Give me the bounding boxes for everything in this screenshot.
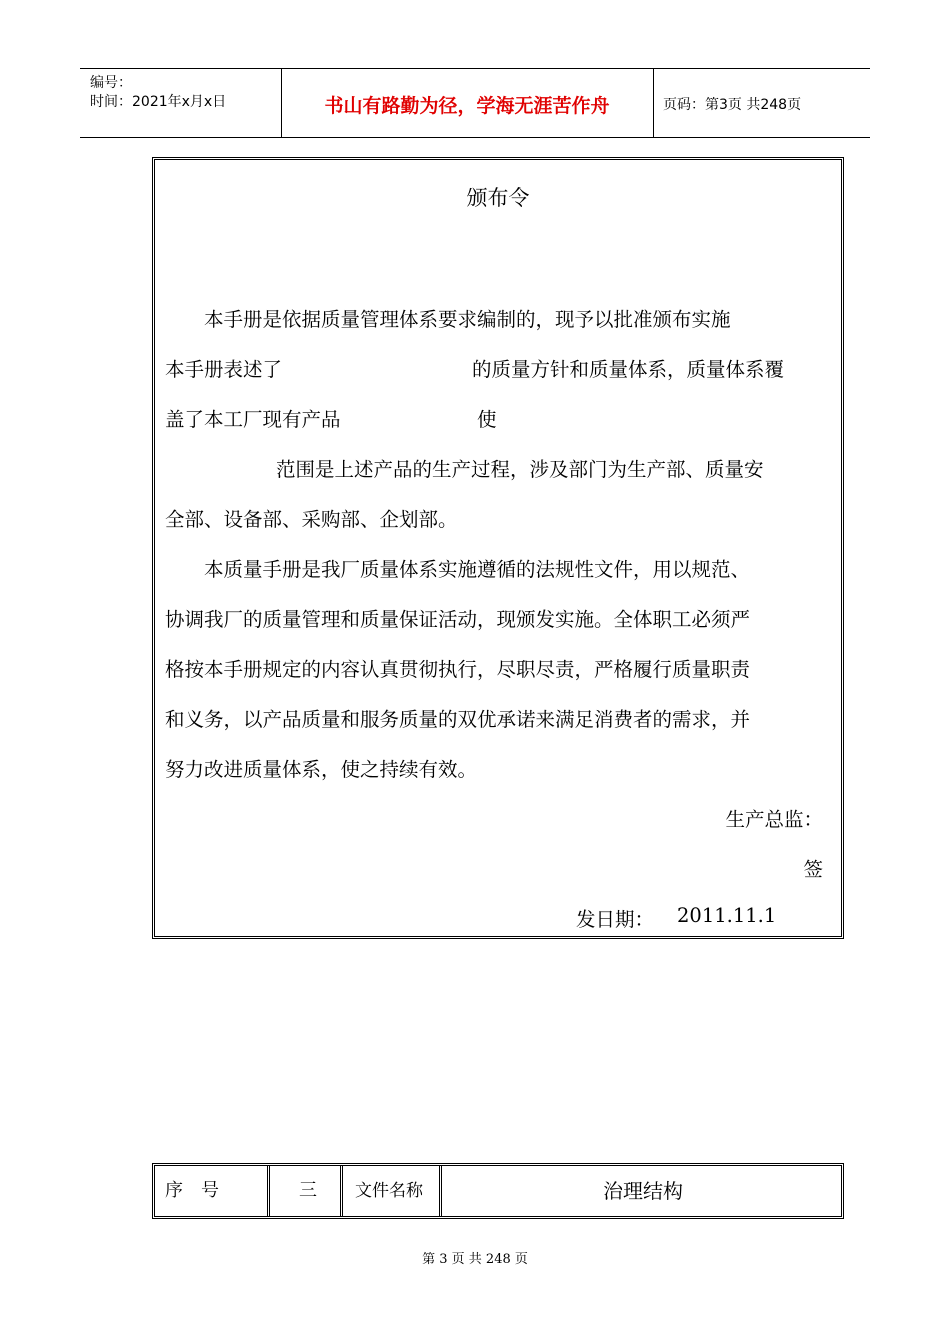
signer-role: 生产总监： [725,808,823,831]
date-label: 发日期： [576,908,655,931]
date-value: 2011.11.1 [677,904,777,927]
body-line-10: 努力改进质量体系，使之持续有效。 [165,758,478,781]
body-line-1: 本手册是依据质量管理体系要求编制的，现予以批准颁布实施 [204,308,731,331]
doc-number-label: 编号： [90,75,132,91]
proclamation-box [152,157,844,939]
body-line-2a: 本手册表述了 [165,358,283,381]
body-line-5: 全部、设备部、采购部、企划部。 [165,508,458,531]
file-name-value: 治理结构 [603,1179,683,1203]
page-header [80,68,870,138]
header-right-cell [653,69,870,137]
body-line-4: 范围是上述产品的生产过程，涉及部门为生产部、质量安 [276,458,764,481]
doc-time-label: 时间：2021年x月x日 [90,94,227,110]
header-page-info: 页码：第3页 共248页 [663,97,802,113]
body-line-6: 本质量手册是我厂质量体系实施遵循的法规性文件，用以规范、 [204,558,751,581]
body-line-9: 和义务，以产品质量和服务质量的双优承诺来满足消费者的需求，并 [165,708,751,731]
header-middle-cell [281,69,654,137]
file-name-label: 文件名称 [355,1181,423,1201]
seq-value: 三 [299,1180,317,1201]
body-line-8: 格按本手册规定的内容认真贯彻执行，尽职尽责，严格履行质量职责 [165,658,751,681]
table-divider [439,1166,442,1216]
body-line-2b: 的质量方针和质量体系，质量体系覆 [472,358,785,381]
header-motto: 书山有路勤为径，学海无涯苦作舟 [324,95,610,117]
page-footer: 第 3 页 共 248 页 [422,1252,528,1267]
table-divider [267,1166,270,1216]
table-divider [340,1166,343,1216]
body-line-3b: 使 [477,408,497,431]
header-left-cell [80,69,282,137]
seq-label: 序 号 [165,1180,219,1201]
body-line-7: 协调我厂的质量管理和质量保证活动，现颁发实施。全体职工必须严 [165,608,751,631]
page-title: 颁布令 [466,186,530,210]
sign-char: 签 [803,858,823,881]
body-line-3a: 盖了本工厂现有产品 [165,408,341,431]
document-info-table [152,1163,844,1219]
